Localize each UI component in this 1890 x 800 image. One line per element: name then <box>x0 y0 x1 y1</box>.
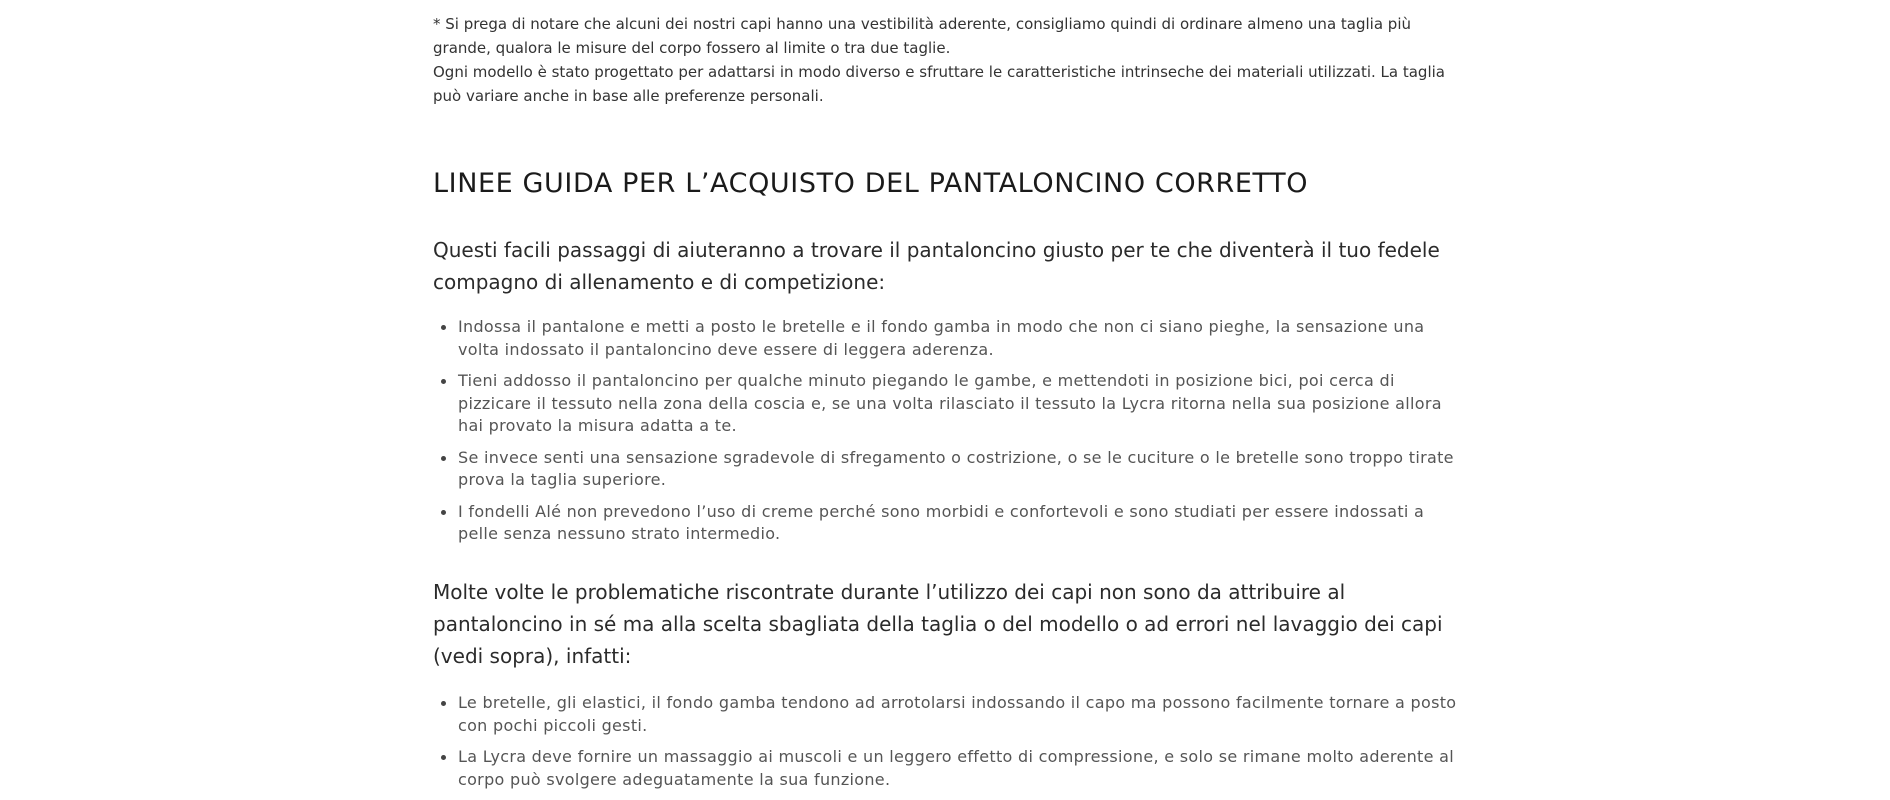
list-item-text: Se invece senti una sensazione sgradevole di sfregamento o costrizione, o se le cuciture o le bretelle sono troppo tirate prova la taglia superiore. <box>458 447 1454 489</box>
article-content <box>433 0 1469 789</box>
list-item-text: Tieni addosso il pantaloncino per qualche minuto piegando le gambe, e mettendoti in posizione bici, poi cerca di pizzicare il tessuto nella zona della coscia e, se una volta rilasciato il tessuto la Lycra ritorna nella sua posizione allora hai provato la misura adatta a te. <box>458 371 1442 435</box>
sizing-note: * Si prega di notare che alcuni dei nostri capi hanno una vestibilità aderente, consigliamo quindi di ordinare almeno una taglia più grande, qualora le misure del corpo fossero al limite o tra due taglie. <box>433 15 1411 57</box>
list-item <box>433 370 1469 438</box>
list-item <box>433 316 1469 361</box>
list-item-text: La Lycra deve fornire un massaggio ai muscoli e un leggero effetto di compressione, e solo se rimane molto aderente al corpo può svolgere adeguatamente la sua funzione. <box>458 747 1455 789</box>
section2-lead: Molte volte le problematiche riscontrate durante l’utilizzo dei capi non sono da attribuire al pantaloncino in sé ma alla scelta sbagliata della taglia o del modello o ad errori nel lavaggio dei capi (vedi sopra), infatti: <box>433 580 1443 668</box>
bullet-dot-icon <box>441 701 446 706</box>
list-item-text: Indossa il pantalone e metti a posto le bretelle e il fondo gamba in modo che non ci siano pieghe, la sensazione una volta indossato il pantaloncino deve essere di leggera aderenza. <box>458 317 1425 359</box>
bullet-dot-icon <box>441 456 446 461</box>
section-heading: LINEE GUIDA PER L’ACQUISTO DEL PANTALONCINO CORRETTO <box>433 168 1309 199</box>
section2-list <box>433 692 1469 800</box>
list-item-text: I fondelli Alé non prevedono l’uso di creme perché sono morbidi e confortevoli e sono studiati per essere indossati a pelle senza nessuno strato intermedio. <box>458 501 1425 543</box>
bullet-dot-icon <box>441 755 446 760</box>
model-note: Ogni modello è stato progettato per adattarsi in modo diverso e sfruttare le caratteristiche intrinseche dei materiali utilizzati. La taglia può variare anche in base alle preferenze personali. <box>433 63 1445 105</box>
bullet-dot-icon <box>441 510 446 515</box>
list-item <box>433 447 1469 492</box>
section1-list <box>433 316 1469 555</box>
section1-lead: Questi facili passaggi di aiuteranno a trovare il pantaloncino giusto per te che diventerà il tuo fedele compagno di allenamento e di competizione: <box>433 238 1440 294</box>
bullet-dot-icon <box>441 325 446 330</box>
list-item <box>433 692 1469 737</box>
bullet-dot-icon <box>441 379 446 384</box>
list-item <box>433 746 1469 791</box>
list-item <box>433 501 1469 546</box>
list-item-text: Le bretelle, gli elastici, il fondo gamba tendono ad arrotolarsi indossando il capo ma possono facilmente tornare a posto con pochi piccoli gesti. <box>458 693 1457 735</box>
